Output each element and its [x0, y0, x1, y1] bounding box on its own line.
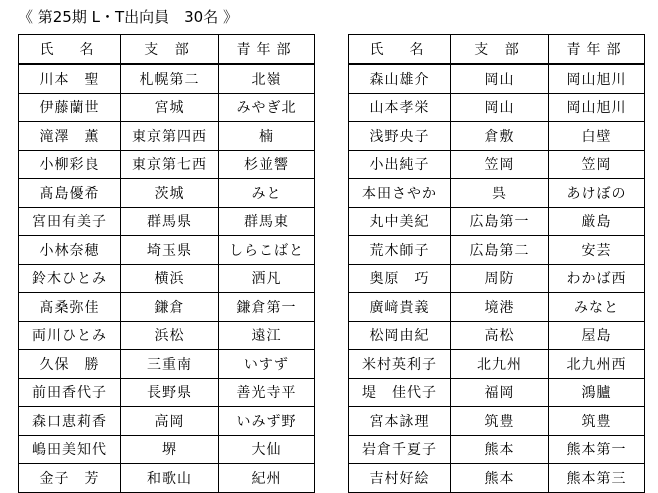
table-row [19, 179, 315, 208]
name-cell: 滝澤 薫 [19, 122, 121, 151]
youth-division-cell: あけぼの [549, 179, 645, 208]
branch-cell: 和歌山 [121, 464, 219, 493]
name-cell: 伊藤蘭世 [19, 93, 121, 122]
name-cell: 久保 勝 [19, 350, 121, 379]
header-branch: 支 部 [451, 35, 549, 65]
table-row [349, 464, 645, 493]
branch-cell: 札幌第二 [121, 64, 219, 93]
table-row [349, 293, 645, 322]
youth-division-cell: 鴻臚 [549, 378, 645, 407]
name-cell: 松岡由紀 [349, 321, 451, 350]
branch-cell: 周防 [451, 264, 549, 293]
branch-cell: 東京第四西 [121, 122, 219, 151]
header-branch: 支 部 [121, 35, 219, 65]
table-row [19, 236, 315, 265]
name-cell: 金子 芳 [19, 464, 121, 493]
youth-division-cell: 杉並響 [219, 150, 315, 179]
branch-cell: 宮城 [121, 93, 219, 122]
youth-division-cell: 楠 [219, 122, 315, 151]
header-name: 氏 名 [349, 35, 451, 65]
youth-division-cell: みなと [549, 293, 645, 322]
table-row [349, 122, 645, 151]
header-youth-division: 青年部 [549, 35, 645, 65]
branch-cell: 群馬県 [121, 207, 219, 236]
branch-cell: 岡山 [451, 64, 549, 93]
youth-division-cell: 屋島 [549, 321, 645, 350]
branch-cell: 鎌倉 [121, 293, 219, 322]
branch-cell: 東京第七西 [121, 150, 219, 179]
roster-table-left [18, 34, 315, 493]
name-cell: 髙島優希 [19, 179, 121, 208]
name-cell: 森口恵莉香 [19, 407, 121, 436]
table-row [19, 378, 315, 407]
name-cell: 吉村好絵 [349, 464, 451, 493]
table-row [19, 64, 315, 93]
table-row [19, 150, 315, 179]
branch-cell: 呉 [451, 179, 549, 208]
youth-division-cell: 白壁 [549, 122, 645, 151]
youth-division-cell: いすず [219, 350, 315, 379]
youth-division-cell: 紀州 [219, 464, 315, 493]
name-cell: 岩倉千夏子 [349, 435, 451, 464]
name-cell: 丸中美紀 [349, 207, 451, 236]
name-cell: 小柳彩良 [19, 150, 121, 179]
name-cell: 嶋田美知代 [19, 435, 121, 464]
branch-cell: 福岡 [451, 378, 549, 407]
branch-cell: 埼玉県 [121, 236, 219, 265]
name-cell: 本田さやか [349, 179, 451, 208]
name-cell: 森山雄介 [349, 64, 451, 93]
branch-cell: 熊本 [451, 435, 549, 464]
youth-division-cell: 群馬東 [219, 207, 315, 236]
youth-division-cell: 北九州西 [549, 350, 645, 379]
branch-cell: 浜松 [121, 321, 219, 350]
youth-division-cell: わかば西 [549, 264, 645, 293]
header-name: 氏 名 [19, 35, 121, 65]
youth-division-cell: しらこばと [219, 236, 315, 265]
name-cell: 前田香代子 [19, 378, 121, 407]
branch-cell: 横浜 [121, 264, 219, 293]
table-row [19, 93, 315, 122]
youth-division-cell: 熊本第三 [549, 464, 645, 493]
table-row [19, 350, 315, 379]
table-row [19, 435, 315, 464]
name-cell: 小林奈穂 [19, 236, 121, 265]
header-youth-division: 青年部 [219, 35, 315, 65]
name-cell: 両川ひとみ [19, 321, 121, 350]
branch-cell: 熊本 [451, 464, 549, 493]
youth-division-cell: 厳島 [549, 207, 645, 236]
branch-cell: 高岡 [121, 407, 219, 436]
table-row [19, 321, 315, 350]
table-row [349, 264, 645, 293]
youth-division-cell: 大仙 [219, 435, 315, 464]
name-cell: 廣﨑貴義 [349, 293, 451, 322]
youth-division-cell: 岡山旭川 [549, 93, 645, 122]
table-row [349, 207, 645, 236]
name-cell: 奥原 巧 [349, 264, 451, 293]
youth-division-cell: 熊本第一 [549, 435, 645, 464]
youth-division-cell: みやぎ北 [219, 93, 315, 122]
page-title: 《 第25期 L・T出向員 30名 》 [18, 8, 238, 26]
table-row [349, 350, 645, 379]
name-cell: 宮本詠理 [349, 407, 451, 436]
youth-division-cell: 北嶺 [219, 64, 315, 93]
name-cell: 宮田有美子 [19, 207, 121, 236]
branch-cell: 広島第二 [451, 236, 549, 265]
branch-cell: 堺 [121, 435, 219, 464]
branch-cell: 広島第一 [451, 207, 549, 236]
name-cell: 山本孝栄 [349, 93, 451, 122]
table-row [349, 150, 645, 179]
table-row [349, 93, 645, 122]
branch-cell: 境港 [451, 293, 549, 322]
name-cell: 鈴木ひとみ [19, 264, 121, 293]
youth-division-cell: 鎌倉第一 [219, 293, 315, 322]
table-row [19, 122, 315, 151]
table-row [19, 264, 315, 293]
table-row [349, 321, 645, 350]
branch-cell: 岡山 [451, 93, 549, 122]
name-cell: 浅野央子 [349, 122, 451, 151]
youth-division-cell: 筑豊 [549, 407, 645, 436]
youth-division-cell: 洒凡 [219, 264, 315, 293]
table-row [349, 64, 645, 93]
youth-division-cell: いみず野 [219, 407, 315, 436]
youth-division-cell: 岡山旭川 [549, 64, 645, 93]
roster-table-right [348, 34, 645, 493]
name-cell: 荒木師子 [349, 236, 451, 265]
name-cell: 川本 聖 [19, 64, 121, 93]
table-row [19, 207, 315, 236]
youth-division-cell: 笠岡 [549, 150, 645, 179]
table-row [349, 435, 645, 464]
table-row [349, 378, 645, 407]
youth-division-cell: 遠江 [219, 321, 315, 350]
header-row [19, 35, 315, 65]
branch-cell: 筑豊 [451, 407, 549, 436]
name-cell: 小出純子 [349, 150, 451, 179]
branch-cell: 長野県 [121, 378, 219, 407]
table-row [19, 293, 315, 322]
table-row [349, 407, 645, 436]
table-row [349, 236, 645, 265]
name-cell: 髙桑弥佳 [19, 293, 121, 322]
youth-division-cell: みと [219, 179, 315, 208]
branch-cell: 倉敷 [451, 122, 549, 151]
youth-division-cell: 安芸 [549, 236, 645, 265]
table-row [19, 407, 315, 436]
branch-cell: 三重南 [121, 350, 219, 379]
branch-cell: 北九州 [451, 350, 549, 379]
name-cell: 堤 佳代子 [349, 378, 451, 407]
header-row [349, 35, 645, 65]
branch-cell: 茨城 [121, 179, 219, 208]
branch-cell: 笠岡 [451, 150, 549, 179]
table-row [349, 179, 645, 208]
table-row [19, 464, 315, 493]
branch-cell: 高松 [451, 321, 549, 350]
youth-division-cell: 善光寺平 [219, 378, 315, 407]
name-cell: 米村英利子 [349, 350, 451, 379]
